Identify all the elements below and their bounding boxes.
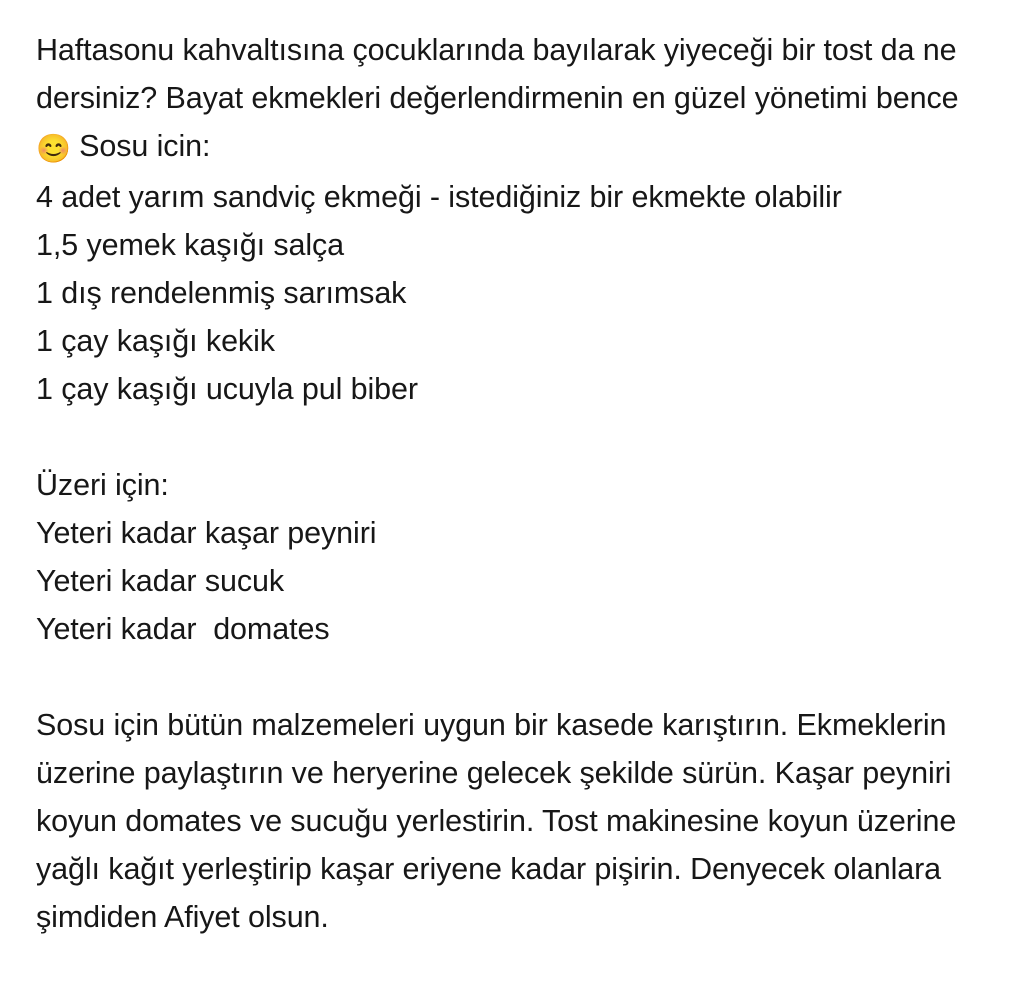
intro-text-after-emoji: Sosu icin: [70, 129, 211, 163]
list-item: 4 adet yarım sandviç ekmeği - istediğiniz bir ekmekte olabilir [36, 180, 842, 214]
intro-text-before-emoji: Haftasonu kahvaltısına çocuklarında bayılarak yiyeceği bir tost da ne dersiniz? Bayat ekmekleri değerlendirmenin en güzel yönetimi bence [36, 33, 959, 115]
list-item: 1 çay kaşığı ucuyla pul biber [36, 372, 418, 406]
intro-paragraph [36, 26, 990, 173]
list-item: Yeteri kadar domates [36, 612, 330, 646]
list-item: 1 dış rendelenmiş sarımsak [36, 276, 407, 310]
section-spacer-2 [36, 653, 990, 701]
topping-ingredients-list [36, 509, 990, 653]
recipe-text-body [36, 26, 990, 941]
sauce-ingredients-list [36, 173, 990, 413]
smiling-face-emoji: 😊 [36, 133, 71, 164]
topping-section-heading: Üzeri için: [36, 468, 169, 502]
instructions-paragraph: Sosu için bütün malzemeleri uygun bir kasede karıştırın. Ekmeklerin üzerine paylaştırın ve heryerine gelecek şekilde sürün. Kaşar peyniri koyun domates ve sucuğu yerlestirin. Tost makinesine koyun üzerine yağlı kağıt yerleştirip kaşar eriyene kadar pişirin. Denyecek olanlara şimdiden Afiyet olsun. [36, 708, 957, 934]
list-item: 1,5 yemek kaşığı salça [36, 228, 345, 262]
section-spacer-1 [36, 413, 990, 461]
list-item: Yeteri kadar sucuk [36, 564, 284, 598]
list-item: 1 çay kaşığı kekik [36, 324, 275, 358]
list-item: Yeteri kadar kaşar peyniri [36, 516, 377, 550]
